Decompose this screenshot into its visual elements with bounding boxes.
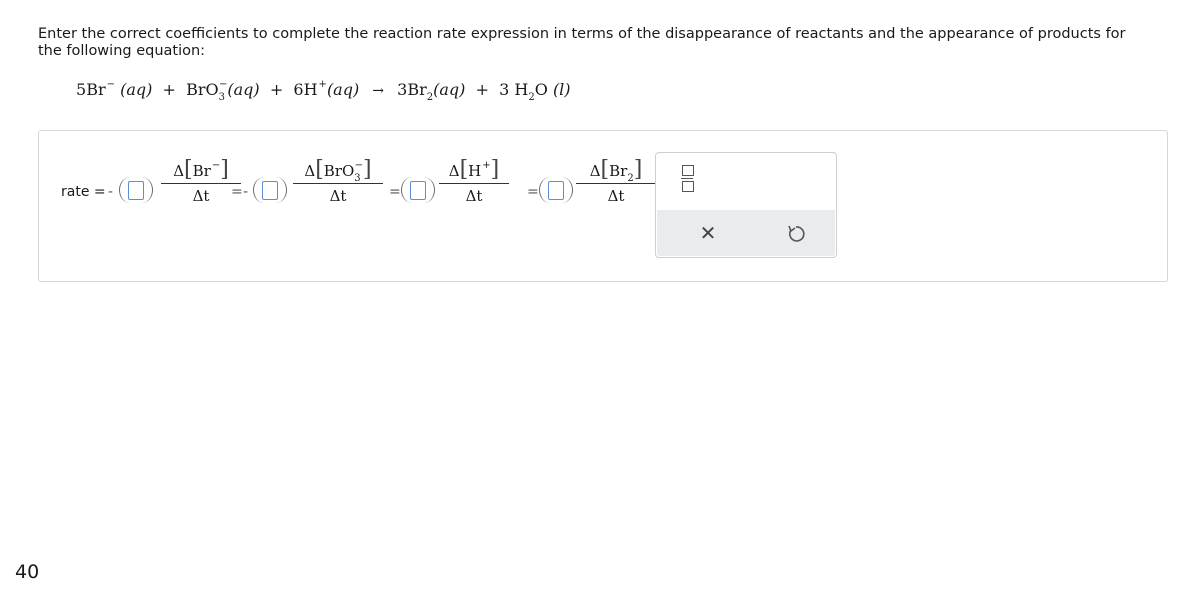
undo-icon[interactable] (785, 223, 807, 245)
minus-sign: - (243, 184, 249, 200)
bracket: [ (184, 157, 193, 182)
coefficient-input-br[interactable] (119, 177, 153, 203)
denominator: Δt (192, 187, 210, 205)
charge-label: − (354, 160, 364, 171)
charge-h: + (318, 79, 327, 90)
charge-br: − (106, 79, 115, 90)
fraction-icon[interactable] (682, 165, 694, 192)
bracket: ] (363, 157, 372, 182)
species-h2o-h: H (514, 80, 529, 99)
numerator (161, 157, 241, 182)
coefficient-input-br2[interactable] (539, 177, 573, 203)
sub-label: 2 (627, 173, 634, 184)
fraction-h (439, 157, 509, 205)
fraction-bar (293, 183, 383, 184)
delta: Δ (173, 162, 185, 180)
toolbar-top (656, 153, 836, 207)
plus-sign: + (475, 80, 489, 99)
denominator: Δt (465, 187, 483, 205)
rate-label (61, 184, 106, 200)
state-br: (aq) (120, 80, 153, 99)
delta: Δ (589, 162, 601, 180)
bracket: ] (220, 157, 229, 182)
fraction-br (161, 157, 241, 205)
sub-br2: 2 (426, 92, 434, 103)
equals-sign: = (389, 184, 401, 200)
toolbar-actions (657, 210, 835, 256)
coef-br: 5 (76, 80, 87, 99)
coef-h2o: 3 (499, 80, 510, 99)
coefficient-input-h[interactable] (401, 177, 435, 203)
delta: Δ (448, 162, 460, 180)
species-label: Br (609, 162, 628, 180)
fraction-line (681, 178, 693, 179)
plus-sign: + (162, 80, 176, 99)
state-h: (aq) (326, 80, 360, 99)
input-box[interactable] (410, 181, 426, 200)
coefficient-input-bro3[interactable] (253, 177, 287, 203)
species-label: H (468, 162, 482, 180)
species-h: H (303, 80, 318, 99)
numerator (576, 157, 656, 182)
sub-bro3: 3 (218, 92, 225, 103)
equals-sign: = (231, 184, 243, 200)
species-br2: Br (407, 80, 427, 99)
charge-label: + (482, 160, 491, 171)
input-box[interactable] (128, 181, 144, 200)
fraction-bar (439, 183, 509, 184)
species-label: BrO (323, 162, 355, 180)
answer-panel (38, 130, 1168, 282)
state-bro3: (aq) (227, 80, 260, 99)
fraction-bro3 (293, 157, 383, 205)
coef-h: 6 (293, 80, 304, 99)
minus-sign: - (108, 184, 114, 200)
input-box[interactable] (262, 181, 278, 200)
bracket: [ (600, 157, 610, 182)
equals-sign: = (93, 184, 106, 200)
species-h2o-o: O (534, 80, 548, 99)
denominator: Δt (329, 187, 347, 205)
bracket: ] (490, 157, 500, 182)
denominator: Δt (607, 187, 625, 205)
state-br2: (aq) (433, 80, 466, 99)
state-h2o: (l) (552, 80, 571, 99)
sub-label: 3 (354, 173, 361, 184)
coef-br2: 3 (397, 80, 408, 99)
x-icon[interactable]: ✕ (699, 221, 717, 245)
reaction-arrow: → (372, 83, 385, 99)
bracket: ] (633, 157, 643, 182)
equals-sign: = (527, 184, 539, 200)
charge-label: − (211, 160, 221, 171)
chemical-equation (76, 79, 571, 103)
fraction-bar (161, 183, 241, 184)
fraction-numerator-box (682, 165, 694, 176)
fraction-bar (576, 183, 656, 184)
species-bro3: BrO (186, 80, 219, 99)
species-label: Br (192, 162, 211, 180)
sub-h2o: 2 (528, 92, 535, 103)
charge-bro3: − (219, 79, 228, 90)
species-br: Br (86, 80, 106, 99)
plus-sign: + (269, 80, 284, 99)
question-prompt: Enter the correct coefficients to complete the reaction rate expression in terms of the disappearance of reactants and the appearance of products for the following equation: (38, 26, 1126, 59)
math-toolbar (655, 152, 837, 258)
fraction-br2 (576, 157, 656, 205)
bracket: [ (459, 157, 469, 182)
numerator (439, 157, 509, 182)
rate-text: rate (61, 184, 90, 200)
fraction-denominator-box (682, 181, 694, 192)
input-box[interactable] (548, 181, 564, 200)
delta: Δ (304, 162, 316, 180)
numerator (293, 157, 383, 182)
bracket: [ (315, 157, 324, 182)
question-number: 40 (15, 561, 40, 583)
